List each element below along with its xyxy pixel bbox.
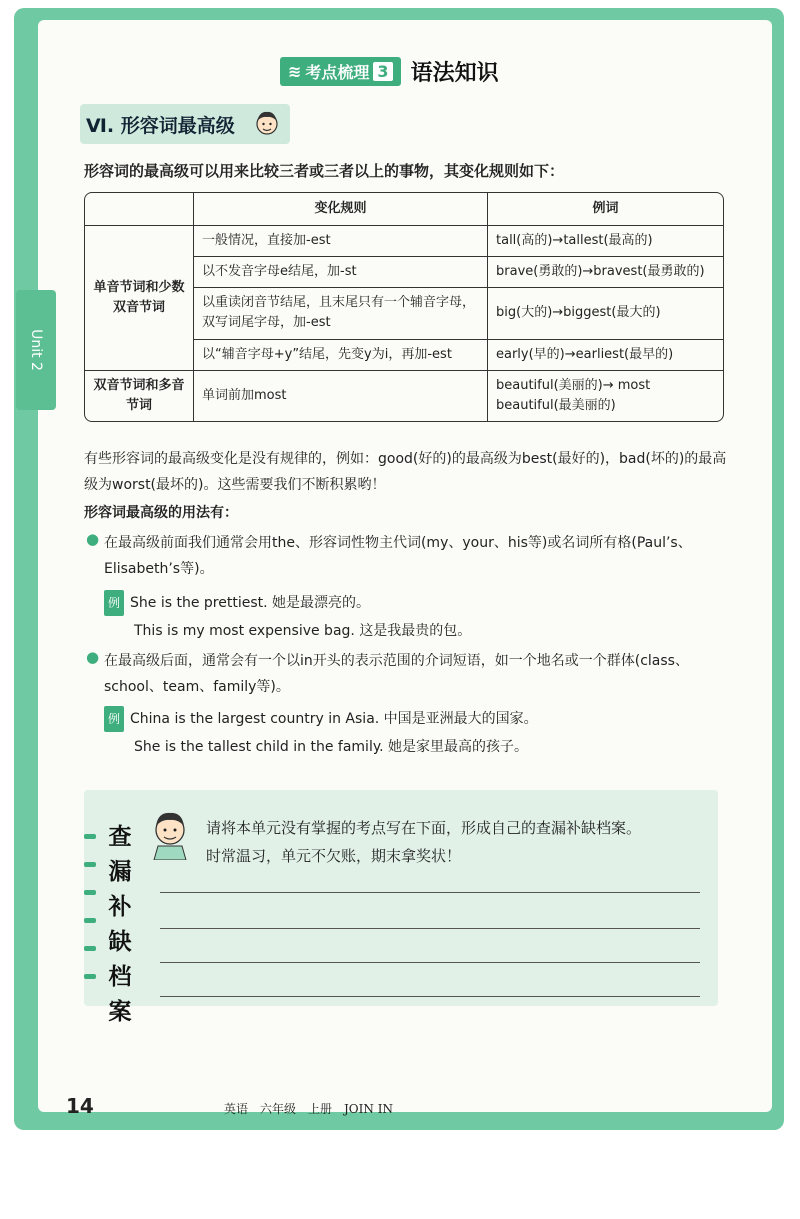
rule-cell: 以“辅音字母+y”结尾，先变y为i，再加-est xyxy=(194,340,488,371)
wave-icon: ≋ xyxy=(288,62,302,81)
intro-text: 形容词的最高级可以用来比较三者或三者以上的事物，其变化规则如下： xyxy=(84,162,565,180)
topic-badge: ≋ 考点梳理 3 xyxy=(280,57,401,86)
footer-text: 英语 六年级 上册 JOIN IN xyxy=(224,1102,393,1116)
example-line: She is the tallest child in the family. 她是家里最高的孩子。 xyxy=(134,739,529,755)
rules-table xyxy=(84,192,724,422)
table-row xyxy=(85,371,723,421)
dash-mark xyxy=(84,890,96,895)
usage-point-1: 在最高级前面我们通常会用the、形容词性物主代词(my、your、his等)或名词所有格(Paul’s、Elisabeth’s等)。 xyxy=(104,535,692,577)
example-cell: beautiful(美丽的)→ most beautiful(最美丽的) xyxy=(496,377,651,413)
example-line: 例 China is the largest country in Asia. 中国是亚洲最大的国家。 xyxy=(104,706,754,732)
example-tag: 例 xyxy=(104,590,124,616)
header-example: 例词 xyxy=(488,193,723,226)
dash-mark xyxy=(84,974,96,979)
page-header xyxy=(280,56,499,87)
example-tag: 例 xyxy=(104,706,124,732)
dash-mark xyxy=(84,946,96,951)
writing-line xyxy=(160,892,700,893)
example-cell: big(大的)→biggest(最大的) xyxy=(488,288,723,339)
usage-point-2: 在最高级后面，通常会有一个以in开头的表示范围的介词短语，如一个地名或一个群体(class、school、team、family等)。 xyxy=(104,653,689,695)
kid-thinking-icon xyxy=(148,808,194,860)
writing-line xyxy=(160,996,700,997)
unit-tab: Unit 2 xyxy=(16,290,56,410)
dash-mark xyxy=(84,862,96,867)
rule-cell: 以重读闭音节结尾，且末尾只有一个辅音字母，双写词尾字母，加-est xyxy=(194,288,488,339)
rule-cell: 一般情况，直接加-est xyxy=(194,226,488,257)
kid-icon xyxy=(252,108,282,140)
section-heading: Ⅵ. 形容词最高级 xyxy=(80,104,290,144)
header-rule: 变化规则 xyxy=(194,193,488,226)
irregular-note: 有些形容词的最高级变化是没有规律的，例如：good(好的)的最高级为best(最好的)，bad(坏的)的最高级为worst(最坏的)。这些需要我们不断积累哟！ xyxy=(84,451,727,493)
bullet-icon: ● xyxy=(86,648,100,666)
example-line: 例 She is the prettiest. 她是最漂亮的。 xyxy=(104,590,754,616)
dash-mark xyxy=(84,918,96,923)
group-single-syllable: 单音节词和少数双音节词 xyxy=(85,226,194,371)
table-header-row xyxy=(85,193,723,226)
page-number: 14 xyxy=(66,1094,94,1118)
writing-line xyxy=(160,928,700,929)
rule-cell: 单词前加most xyxy=(194,371,488,421)
rule-cell: 以不发音字母e结尾，加-st xyxy=(194,257,488,288)
table-corner xyxy=(85,193,194,226)
dash-mark xyxy=(84,834,96,839)
page-title: 语法知识 xyxy=(410,61,499,86)
table-row xyxy=(85,226,723,257)
bullet-icon: ● xyxy=(86,530,100,548)
example-cell: tall(高的)→tallest(最高的) xyxy=(488,226,723,257)
writing-line xyxy=(160,962,700,963)
review-instructions: 请将本单元没有掌握的考点写在下面，形成自己的查漏补缺档案。 时常温习，单元不欠账，期末拿奖状！ xyxy=(206,819,642,865)
example-cell: brave(勇敢的)→bravest(最勇敢的) xyxy=(488,257,723,288)
review-title: 查 漏 补 缺 档 案 xyxy=(108,824,132,1025)
group-multi-syllable: 双音节词和多音节词 xyxy=(85,371,194,421)
example-cell: early(早的)→earliest(最早的) xyxy=(488,340,723,371)
usage-title: 形容词最高级的用法有： xyxy=(84,505,238,521)
example-line: This is my most expensive bag. 这是我最贵的包。 xyxy=(134,623,472,639)
